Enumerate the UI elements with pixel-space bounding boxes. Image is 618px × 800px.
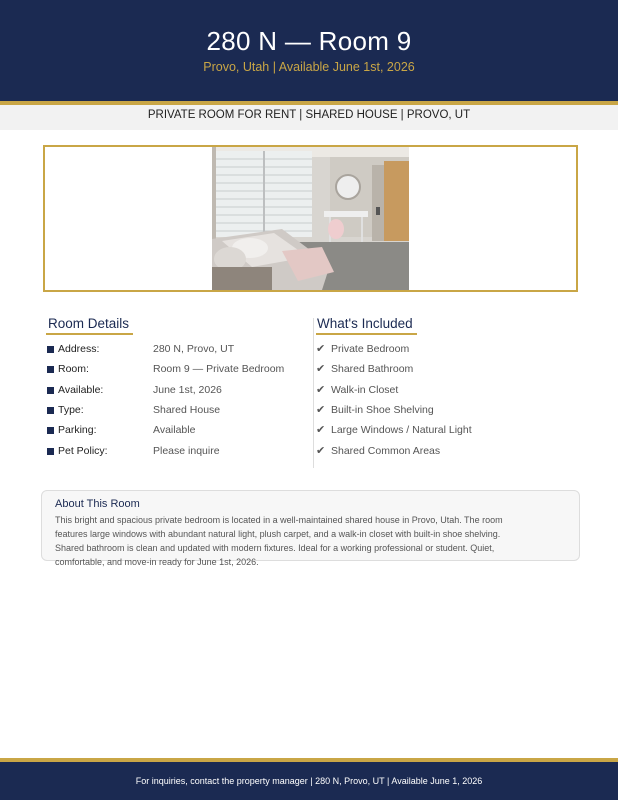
detail-row-pet-policy — [47, 445, 307, 461]
square-bullet-icon — [47, 427, 54, 434]
detail-label: Available: — [58, 384, 104, 396]
room-photo-illustration — [212, 147, 409, 290]
detail-row-available — [47, 384, 307, 400]
detail-value: June 1st, 2026 — [153, 384, 222, 396]
included-item-label: Shared Bathroom — [331, 363, 414, 375]
checkmark-icon: ✔ — [316, 404, 326, 416]
detail-row-type — [47, 404, 307, 420]
included-item-label: Built-in Shoe Shelving — [331, 404, 434, 416]
included-item — [316, 384, 576, 400]
footer-text: For inquiries, contact the property manager | 280 N, Provo, UT | Available June 1, 2026 — [135, 776, 483, 786]
detail-value: Shared House — [153, 404, 221, 416]
header-subtitle: Provo, Utah | Available June 1st, 2026 — [203, 60, 415, 74]
detail-row-parking — [47, 424, 307, 440]
checkmark-icon: ✔ — [316, 363, 326, 375]
whats-included-underline — [316, 333, 417, 335]
checkmark-icon: ✔ — [316, 343, 326, 355]
whats-included-title: What's Included — [317, 316, 413, 331]
header-banner — [0, 0, 618, 101]
detail-label: Room: — [58, 363, 89, 375]
room-details-title: Room Details — [48, 316, 130, 331]
detail-label: Type: — [58, 404, 84, 416]
detail-value: Room 9 — Private Bedroom — [153, 363, 285, 375]
square-bullet-icon — [47, 387, 54, 394]
included-item — [316, 363, 576, 379]
page-title: 280 N — Room 9 — [206, 26, 412, 56]
included-item-label: Shared Common Areas — [331, 445, 441, 457]
square-bullet-icon — [47, 366, 54, 373]
included-item — [316, 343, 576, 359]
photo-frame — [43, 145, 578, 292]
detail-label: Parking: — [58, 424, 97, 436]
included-item — [316, 424, 576, 440]
detail-label: Address: — [58, 343, 100, 355]
detail-value: 280 N, Provo, UT — [153, 343, 235, 355]
detail-value: Available — [153, 424, 196, 436]
room-details-underline — [46, 333, 133, 335]
included-item-label: Private Bedroom — [331, 343, 410, 355]
included-item — [316, 445, 576, 461]
included-item-label: Walk-in Closet — [331, 384, 399, 396]
square-bullet-icon — [47, 407, 54, 414]
footer — [0, 762, 618, 800]
column-divider — [313, 318, 314, 468]
tagline-text: PRIVATE ROOM FOR RENT | SHARED HOUSE | PROVO, UT — [147, 109, 471, 121]
checkmark-icon: ✔ — [316, 384, 326, 396]
checkmark-icon: ✔ — [316, 445, 326, 457]
detail-label: Pet Policy: — [58, 445, 108, 457]
about-box — [41, 490, 580, 567]
about-title: About This Room — [55, 498, 140, 510]
included-item — [316, 404, 576, 420]
detail-row-room — [47, 363, 307, 379]
square-bullet-icon — [47, 346, 54, 353]
detail-row-address — [47, 343, 307, 359]
about-text: This bright and spacious private bedroom is located in a well-maintained shared house in Provo, Utah. The room features large windows with abundant natural light, plush carpet, and a walk-in closet with built-in shoe shelving. Shared bathroom is clean and updated with modern fixtures. Ideal for a working professional or student. Quiet, comfortable, and move-in ready for June 1st, 2026. — [55, 515, 503, 567]
tagline-band — [0, 105, 618, 130]
detail-value: Please inquire — [153, 445, 220, 457]
room-photo — [212, 147, 409, 290]
square-bullet-icon — [47, 448, 54, 455]
checkmark-icon: ✔ — [316, 424, 326, 436]
included-item-label: Large Windows / Natural Light — [331, 424, 472, 436]
